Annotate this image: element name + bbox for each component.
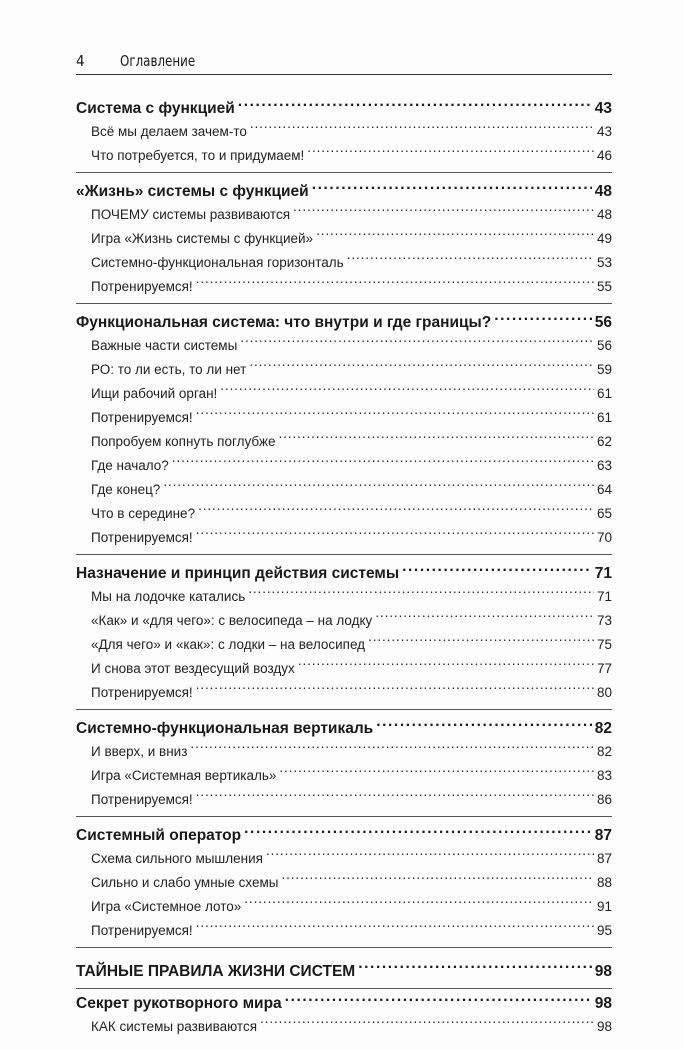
subsection-entry[interactable]	[76, 382, 612, 406]
subsection-entry-page: 75	[596, 637, 612, 652]
subsection-entry-title: Всё мы делаем зачем-то	[91, 124, 247, 139]
subsection-entry-page: 59	[596, 362, 612, 377]
dot-leader	[266, 850, 594, 864]
subsection-entry-page: 88	[596, 875, 612, 890]
chapter-entry-title: Системно-функциональная вертикаль	[76, 720, 374, 737]
table-of-contents	[76, 96, 612, 1049]
subsection-entry-title: И снова этот вездесущий воздух	[91, 661, 295, 676]
chapter-entry-page: 48	[594, 183, 612, 200]
subsection-entry-page: 98	[596, 1019, 612, 1034]
subsection-entry[interactable]	[76, 895, 612, 919]
chapter-entry-page: 98	[594, 995, 612, 1012]
dot-leader	[347, 254, 594, 268]
subsection-entry-title: Сильно и слабо умные схемы	[91, 875, 279, 890]
subsection-entry-page: 77	[596, 661, 612, 676]
subsection-entry[interactable]	[76, 430, 612, 454]
subsection-entry-page: 64	[596, 482, 612, 497]
dot-leader	[240, 337, 594, 351]
dot-leader	[312, 181, 592, 197]
subsection-entry[interactable]	[76, 633, 612, 657]
subsection-entry[interactable]	[76, 609, 612, 633]
chapter-entry[interactable]	[76, 992, 612, 1015]
dot-leader	[196, 278, 594, 292]
chapter-entry-page: 87	[594, 827, 612, 844]
subsection-entry-page: 86	[596, 792, 612, 807]
dot-leader	[260, 1018, 594, 1032]
chapter-entry[interactable]	[76, 97, 612, 120]
subsection-entry-page: 80	[596, 685, 612, 700]
toc-section	[76, 179, 612, 304]
subsection-entry-title: Потренируемся!	[91, 685, 193, 700]
subsection-entry-page: 83	[596, 768, 612, 783]
subsection-entry-title: Где начало?	[91, 458, 169, 473]
subsection-entry-page: 65	[596, 506, 612, 521]
chapter-entry-page: 71	[594, 565, 612, 582]
dot-leader	[244, 825, 592, 841]
subsection-entry[interactable]	[76, 764, 612, 788]
dot-leader	[250, 123, 594, 137]
chapter-entry-title: Системный оператор	[76, 827, 242, 844]
subsection-entry[interactable]	[76, 871, 612, 895]
subsection-entry-title: Потренируемся!	[91, 530, 193, 545]
subsection-entry-page: 87	[596, 851, 612, 866]
subsection-entry-title: Важные части системы	[91, 338, 238, 353]
chapter-entry-page: 56	[594, 314, 612, 331]
subsection-entry-title: И вверх, и вниз	[91, 744, 188, 759]
dot-leader	[198, 505, 594, 519]
subsection-entry[interactable]	[76, 334, 612, 358]
subsection-entry[interactable]	[76, 227, 612, 251]
subsection-entry-page: 63	[596, 458, 612, 473]
subsection-entry-title: Что потребуется, то и придумаем!	[91, 148, 305, 163]
subsection-entry-page: 95	[596, 923, 612, 938]
subsection-entry-page: 70	[596, 530, 612, 545]
subsection-entry-page: 53	[596, 255, 612, 270]
chapter-entry[interactable]	[76, 180, 612, 203]
dot-leader	[196, 922, 594, 936]
subsection-entry-title: Попробуем копнуть поглубже	[91, 434, 276, 449]
header-title: Оглавление	[120, 52, 196, 70]
dot-leader	[163, 481, 594, 495]
subsection-entry[interactable]	[76, 847, 612, 871]
toc-section	[76, 716, 612, 817]
dot-leader	[358, 961, 592, 977]
subsection-entry[interactable]	[76, 144, 612, 168]
subsection-entry[interactable]	[76, 681, 612, 705]
chapter-entry[interactable]	[76, 824, 612, 847]
dot-leader	[279, 433, 594, 447]
subsection-entry-title: Схема сильного мышления	[91, 851, 263, 866]
dot-leader	[307, 147, 594, 161]
subsection-entry[interactable]	[76, 585, 612, 609]
dot-leader	[376, 718, 592, 734]
subsection-entry-title: Потренируемся!	[91, 279, 193, 294]
chapter-entry-title: Секрет рукотворного мира	[76, 995, 282, 1012]
toc-section	[76, 310, 612, 555]
subsection-entry-page: 71	[596, 589, 612, 604]
subsection-entry-title: Мы на лодочке катались	[91, 589, 246, 604]
subsection-entry[interactable]	[76, 358, 612, 382]
dot-leader	[281, 874, 593, 888]
subsection-entry-title: «Для чего» и «как»: с лодки – на велосипед	[91, 637, 366, 652]
subsection-entry[interactable]	[76, 526, 612, 550]
subsection-entry-page: 46	[596, 148, 612, 163]
subsection-entry[interactable]	[76, 406, 612, 430]
dot-leader	[402, 563, 592, 579]
subsection-entry-title: КАК системы развиваются	[91, 1019, 258, 1034]
toc-section	[76, 561, 612, 710]
dot-leader	[220, 385, 594, 399]
chapter-entry[interactable]	[76, 311, 612, 334]
toc-section	[76, 823, 612, 948]
chapter-entry-page: 82	[594, 720, 612, 737]
dot-leader	[285, 993, 592, 1009]
subsection-entry-page: 73	[596, 613, 612, 628]
dot-leader	[279, 767, 594, 781]
dot-leader	[238, 98, 592, 114]
toc-section	[76, 96, 612, 173]
dot-leader	[248, 588, 594, 602]
part-entry[interactable]	[76, 960, 612, 984]
chapter-entry-page: 43	[594, 100, 612, 117]
subsection-entry-title: Игра «Системная вертикаль»	[91, 768, 277, 783]
subsection-entry-title: Потренируемся!	[91, 923, 193, 938]
subsection-entry-title: ПОЧЕМУ системы развиваются	[91, 207, 291, 222]
dot-leader	[293, 206, 594, 220]
subsection-entry-title: Системно-функциональная горизонталь	[91, 255, 344, 270]
toc-section	[76, 988, 612, 1043]
subsection-entry[interactable]	[76, 478, 612, 502]
part-entry-title: ТАЙНЫЕ ПРАВИЛА ЖИЗНИ СИСТЕМ	[76, 963, 356, 980]
dot-leader	[375, 612, 594, 626]
subsection-entry[interactable]	[76, 275, 612, 299]
dot-leader	[316, 230, 594, 244]
subsection-entry-page: 61	[596, 410, 612, 425]
subsection-entry-page: 91	[596, 899, 612, 914]
subsection-entry-title: РО: то ли есть, то ли нет	[91, 362, 247, 377]
chapter-entry-title: Назначение и принцип действия системы	[76, 565, 400, 582]
dot-leader	[494, 312, 592, 328]
dot-leader	[298, 660, 594, 674]
dot-leader	[172, 457, 594, 471]
subsection-entry-page: 55	[596, 279, 612, 294]
dot-leader	[196, 529, 594, 543]
dot-leader	[244, 898, 594, 912]
subsection-entry[interactable]	[76, 657, 612, 681]
dot-leader	[368, 636, 594, 650]
subsection-entry[interactable]	[76, 1015, 612, 1039]
subsection-entry-page: 43	[596, 124, 612, 139]
dot-leader	[190, 743, 594, 757]
dot-leader	[196, 684, 594, 698]
subsection-entry-page: 56	[596, 338, 612, 353]
subsection-entry-title: Игра «Системное лото»	[91, 899, 242, 914]
dot-leader	[196, 791, 594, 805]
subsection-entry[interactable]	[76, 454, 612, 478]
chapter-entry-title: «Жизнь» системы с функцией	[76, 183, 309, 200]
subsection-entry[interactable]	[76, 120, 612, 144]
subsection-entry-title: Что в середине?	[91, 506, 196, 521]
subsection-entry-title: Ищи рабочий орган!	[91, 386, 218, 401]
subsection-entry-title: Где конец?	[91, 482, 161, 497]
subsection-entry-title: Игра «Жизнь системы с функцией»	[91, 231, 314, 246]
subsection-entry-page: 61	[596, 386, 612, 401]
subsection-entry-title: «Как» и «для чего»: с велосипеда – на лодку	[91, 613, 373, 628]
subsection-entry[interactable]	[76, 919, 612, 943]
subsection-entry[interactable]	[76, 203, 612, 227]
subsection-entry-page: 62	[596, 434, 612, 449]
dot-leader	[249, 361, 594, 375]
chapter-entry[interactable]	[76, 717, 612, 740]
subsection-entry-title: Потренируемся!	[91, 792, 193, 807]
subsection-entry-page: 48	[596, 207, 612, 222]
running-header	[76, 50, 612, 75]
subsection-entry[interactable]	[76, 251, 612, 275]
subsection-entry[interactable]	[76, 788, 612, 812]
chapter-entry-title: Система с функцией	[76, 100, 235, 117]
subsection-entry[interactable]	[76, 502, 612, 526]
page-number: 4	[76, 52, 85, 70]
chapter-entry-title: Функциональная система: что внутри и где границы?	[76, 314, 492, 331]
chapter-entry[interactable]	[76, 562, 612, 585]
subsection-entry[interactable]	[76, 740, 612, 764]
subsection-entry-page: 49	[596, 231, 612, 246]
dot-leader	[196, 409, 594, 423]
subsection-entry-page: 82	[596, 744, 612, 759]
subsection-entry-title: Потренируемся!	[91, 410, 193, 425]
part-entry-page: 98	[594, 963, 612, 980]
